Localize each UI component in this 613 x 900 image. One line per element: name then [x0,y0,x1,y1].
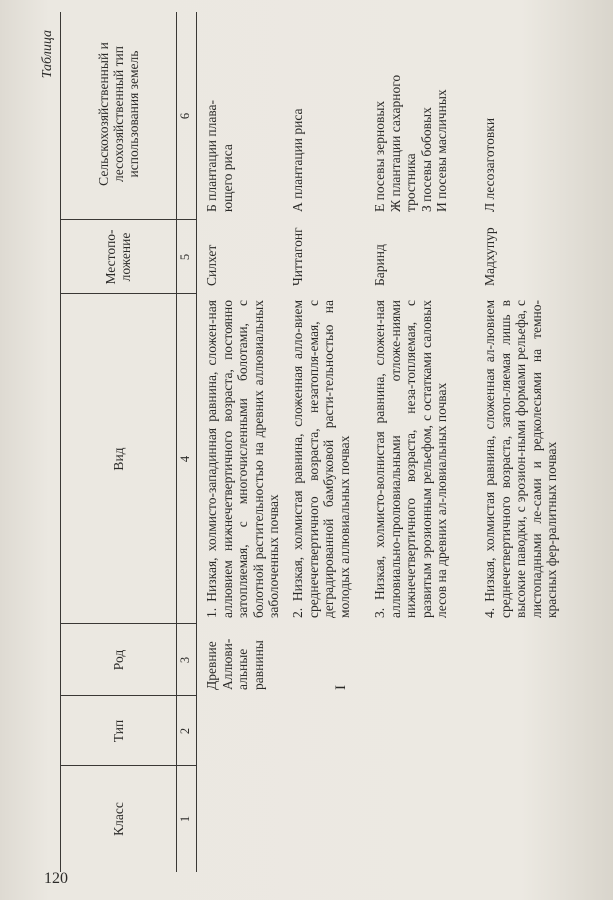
genus-cell: Древние Аллюви-альные равнины [204,638,266,690]
kind-row-1: 1. Низкая, холмисто-западинная равнина, сложен-ная аллювием нижнечетвертичного возраста, постоянно затопляемая, с многочисленными болотами, с болотной растительностью на древних аллювиальных заболоченных почвах [204,300,282,618]
location-row-1: Силхет [204,244,219,286]
kind-row-4: 4. Низкая, холмистая равнина, сложенная ал-лювием среднечетвертичного возраста, затоп-ляемая лишь в высокие паводки, с эрозион-ными формами рельефа, с листопадными ле-сами и редколесьями на темно-красных фер-ралитных почвах [482,300,560,618]
header-location: Местопо-ложение [103,229,133,285]
land-use-row-1: Б плантации плава-ющего риса [204,99,235,212]
table-caption: Таблица [40,30,55,79]
header-type: Тип [110,719,126,743]
header-class: Класс [110,802,126,836]
header-land-use: Сельскохозяйственный и лесохозяйственный тип использования земель [95,42,141,186]
page-number: 120 [44,870,68,887]
location-row-3: Баринд [372,244,387,286]
land-use-row-4: Л лесозаготовки [482,117,497,212]
location-row-2: Читтагонг [290,227,305,286]
header-bottom-rule [176,12,177,872]
column-number-5: 5 [178,253,192,261]
genus-roman-numeral: I [333,685,349,690]
kind-row-2: 2. Низкая, холмистая равнина, сложенная алло-вием среднечетвертичного возраста, незатопля-емая, с деградированной бамбуковой расти-тельностью на молодых аллювиальных почвах [290,300,352,618]
column-number-2: 2 [178,727,192,735]
numbers-bottom-rule [196,12,197,872]
rotated-table [38,12,598,872]
column-number-6: 6 [178,112,192,120]
land-use-row-3: Е посевы зерновых Ж плантации сахарного тростника З посевы бобовых И посевы масличных [372,74,450,212]
column-number-4: 4 [178,455,192,463]
column-number-1: 1 [178,815,192,823]
kind-row-3: 3. Низкая, холмисто-волнистая равнина, сложен-ная аллювиально-пролювиальными отложе-ниями нижнечетвертичного возраста, неза-топляемая, с развитым эрозионным рельефом, с остатками саловых лесов на древних ал-лювиальных почвах [372,300,450,618]
location-row-4: Мадхупур [482,227,497,286]
header-kind: Вид [110,447,126,471]
header-genus: Род [110,649,126,671]
column-number-3: 3 [178,656,192,664]
col-divider-5 [60,219,196,220]
land-use-row-2: А плантации риса [290,108,305,212]
